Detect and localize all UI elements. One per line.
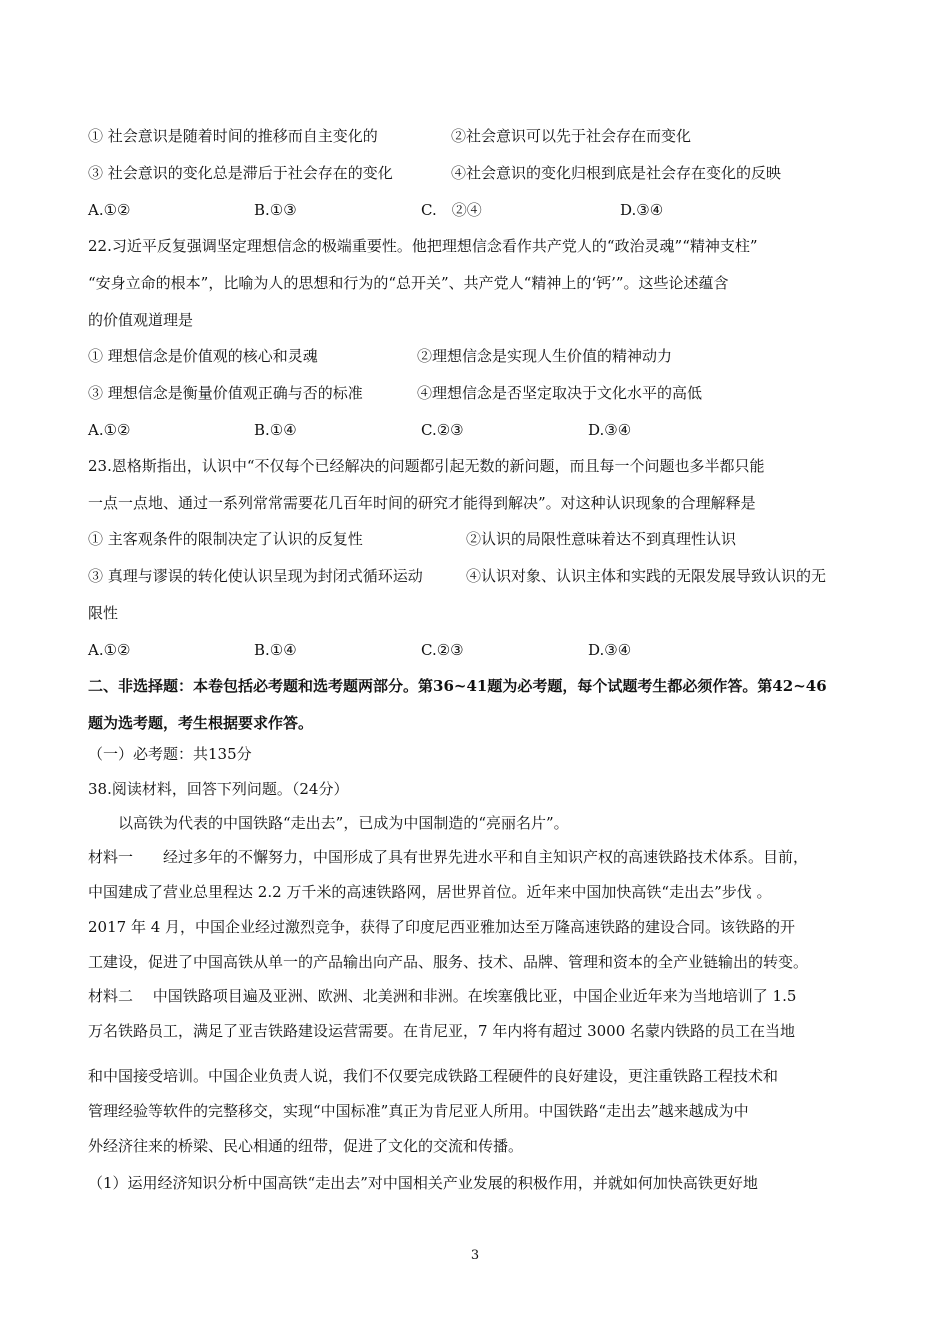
q38-material-1-line-2: 中国建成了营业总里程达 2.2 万千米的高速铁路网，居世界首位。近年来中国加快高铁“走出去”步伐 。 <box>88 883 772 901</box>
q38-material-2-line-3: 和中国接受培训。中国企业负责人说，我们不仅要完成铁路工程硬件的良好建设，更注重铁路工程技术和 <box>88 1067 779 1085</box>
q21-answer-a: A.①② <box>88 201 131 219</box>
q38-intro: 以高铁为代表的中国铁路“走出去”，已成为中国制造的“亮丽名片”。 <box>118 814 569 832</box>
q38-material-1-line-3: 2017 年 4 月，中国企业经过激烈竞争，获得了印度尼西亚雅加达至万隆高速铁路的建设合同。该铁路的开 <box>88 918 796 936</box>
q21-answer-d: D.③④ <box>620 201 664 219</box>
page-number: 3 <box>470 1248 480 1263</box>
q21-answer-b: B.①③ <box>254 201 297 219</box>
q22-option-4: ④理想信念是否坚定取决于文化水平的高低 <box>417 384 703 402</box>
q22-stem-line-2: “安身立命的根本”，比喻为人的思想和行为的“总开关”、共产党人“精神上的‘钙’”。这些论述蕴含 <box>88 274 729 292</box>
q23-option-3: ③ 真理与谬误的转化使认识呈现为封闭式循环运动 <box>88 567 423 585</box>
q23-answer-a: A.①② <box>88 641 131 659</box>
q38-material-1-line-1: 材料一 经过多年的不懈努力，中国形成了具有世界先进水平和自主知识产权的高速铁路技术体系。目前， <box>88 848 809 866</box>
q21-option-3: ③ 社会意识的变化总是滞后于社会存在的变化 <box>88 164 393 182</box>
q22-answer-b: B.①④ <box>254 421 297 439</box>
q23-answer-b: B.①④ <box>254 641 297 659</box>
q38-subquestion-1: （1）运用经济知识分析中国高铁“走出去”对中国相关产业发展的积极作用，并就如何加快高铁更好地 <box>88 1174 758 1192</box>
q23-option-4-continued: 限性 <box>88 604 119 622</box>
q38-material-2-line-1: 材料二 中国铁路项目遍及亚洲、欧洲、北美洲和非洲。在埃塞俄比亚，中国企业近年来为当地培训了 1.5 <box>88 987 797 1005</box>
q38-material-2-line-5: 外经济往来的桥梁、民心相通的纽带，促进了文化的交流和传播。 <box>88 1137 524 1155</box>
q38-material-2-line-4: 管理经验等软件的完整移交，实现“中国标准”真正为肯尼亚人所用。中国铁路“走出去”越来越成为中 <box>88 1102 749 1120</box>
q22-stem-line-3: 的价值观道理是 <box>88 311 194 329</box>
q23-option-1: ① 主客观条件的限制决定了认识的反复性 <box>88 530 363 548</box>
q22-answer-a: A.①② <box>88 421 131 439</box>
q21-option-1: ① 社会意识是随着时间的推移而自主变化的 <box>88 127 378 145</box>
q21-answer-c: C. ②④ <box>421 201 482 219</box>
q23-option-2: ②认识的局限性意味着达不到真理性认识 <box>466 530 737 548</box>
q22-option-2: ②理想信念是实现人生价值的精神动力 <box>417 347 673 365</box>
q38-material-1-line-4: 工建设，促进了中国高铁从单一的产品输出向产品、服务、技术、品牌、管理和资本的全产业链输出的转变。 <box>88 953 809 971</box>
q22-stem-line-1: 22.习近平反复强调坚定理想信念的极端重要性。他把理想信念看作共产党人的“政治灵魂”“精神支柱” <box>88 237 758 255</box>
q22-answer-d: D.③④ <box>588 421 632 439</box>
q23-option-4: ④认识对象、认识主体和实践的无限发展导致认识的无 <box>466 567 827 585</box>
q38-material-2-line-2: 万名铁路员工，满足了亚吉铁路建设运营需要。在肯尼亚，7 年内将有超过 3000 名蒙内铁路的员工在当地 <box>88 1022 796 1040</box>
q22-option-1: ① 理想信念是价值观的核心和灵魂 <box>88 347 318 365</box>
q22-option-3: ③ 理想信念是衡量价值观正确与否的标准 <box>88 384 363 402</box>
q21-option-2: ②社会意识可以先于社会存在而变化 <box>451 127 692 145</box>
section-2-heading-line-1: 二、非选择题：本卷包括必考题和选考题两部分。第36~41题为必考题，每个试题考生都必须作答。第42~46 <box>88 677 827 695</box>
section-2-subheading: （一）必考题：共135分 <box>88 745 252 763</box>
q38-title: 38.阅读材料，回答下列问题。（24分） <box>88 780 349 798</box>
q23-answer-d: D.③④ <box>588 641 632 659</box>
q23-stem-line-1: 23.恩格斯指出，认识中“不仅每个已经解决的问题都引起无数的新问题，而且每一个问题也多半都只能 <box>88 457 765 475</box>
q21-option-4: ④社会意识的变化归根到底是社会存在变化的反映 <box>451 164 782 182</box>
q23-answer-c: C.②③ <box>421 641 464 659</box>
q22-answer-c: C.②③ <box>421 421 464 439</box>
q23-stem-line-2: 一点一点地、通过一系列常常需要花几百年时间的研究才能得到解决”。对这种认识现象的合理解释是 <box>88 494 756 512</box>
section-2-heading-line-2: 题为选考题，考生根据要求作答。 <box>88 714 314 732</box>
